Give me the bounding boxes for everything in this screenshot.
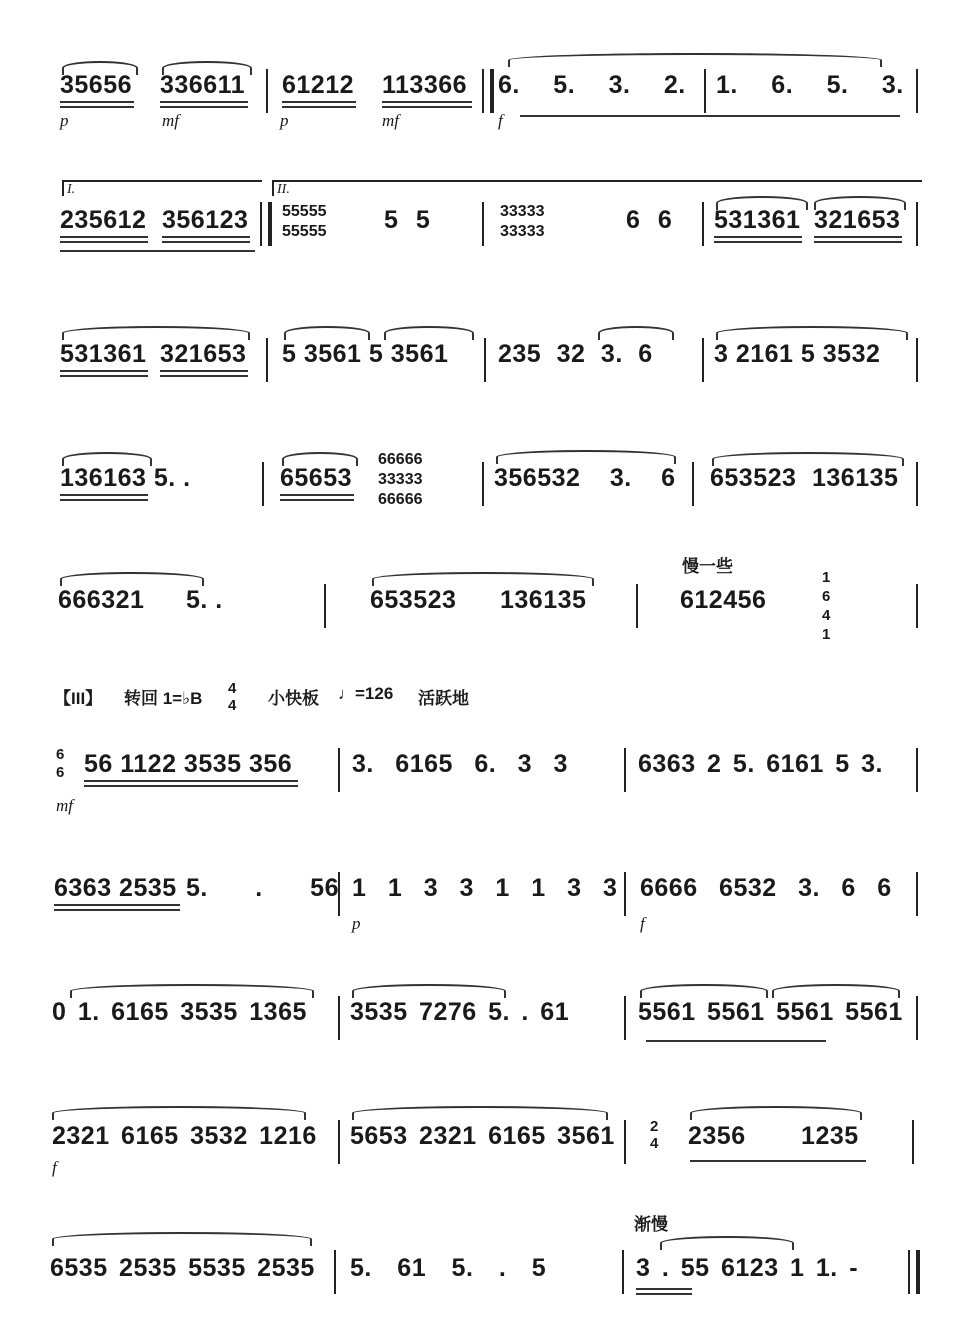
barline — [266, 338, 268, 382]
note-group: 5. . — [186, 586, 223, 614]
volta-1: I. — [62, 180, 262, 196]
system-9 — [0, 1098, 968, 1208]
note-group: 531361 — [714, 206, 801, 234]
note-group: 336611 — [160, 71, 246, 99]
beam — [54, 904, 180, 911]
key-modulation: 转回 1=♭B — [124, 689, 203, 708]
slur — [508, 53, 882, 67]
dynamic: p — [352, 914, 361, 933]
tempo-change: 慢一些 — [682, 557, 733, 576]
barline — [702, 202, 704, 246]
barline — [916, 338, 918, 382]
note-group: 235 32 3. 6 — [498, 340, 653, 368]
barline — [324, 584, 326, 628]
beam — [60, 236, 148, 243]
barline — [624, 748, 626, 792]
dynamic: f — [498, 111, 503, 130]
note-group: 5 5 — [384, 206, 431, 234]
barline — [482, 462, 484, 506]
note-group: 653523 — [710, 464, 797, 492]
note-group: 5. . 56 — [186, 874, 339, 902]
note-group: 5653 2321 6165 3561 — [350, 1122, 615, 1150]
barline — [912, 1120, 914, 1164]
dynamic: f — [640, 914, 645, 933]
note-group: 136135 — [812, 464, 899, 492]
beam — [60, 494, 148, 501]
time-signature: 2 4 — [650, 1118, 659, 1152]
slur — [52, 1232, 312, 1246]
note-group: 3 2161 5 3532 — [714, 340, 881, 368]
slur — [62, 326, 250, 340]
note-group: 3535 7276 5. . 61 — [350, 998, 570, 1026]
note-group: 6363 2 5. 6161 5 3. — [638, 750, 883, 778]
slur — [352, 1106, 608, 1120]
arpeggio-chord: 1 6 4 1 — [822, 569, 831, 643]
beam — [60, 370, 148, 377]
beam — [814, 236, 902, 243]
tempo-name: 小快板 — [268, 689, 319, 708]
expression: 活跃地 — [418, 689, 469, 708]
tempo-change: 渐慢 — [634, 1215, 668, 1234]
decrescendo-line — [60, 250, 255, 252]
slur — [52, 1106, 306, 1120]
barline — [702, 338, 704, 382]
system-6 — [0, 730, 968, 840]
barline — [624, 872, 626, 916]
section-heading — [0, 680, 968, 714]
system-10 — [0, 1210, 968, 1320]
beam — [162, 236, 250, 243]
barline — [916, 996, 918, 1040]
repeat-start — [482, 69, 494, 113]
beam — [160, 370, 248, 377]
note-group: 2321 6165 3532 1216 — [52, 1122, 317, 1150]
note-stack: 55555 55555 — [282, 203, 327, 240]
beam — [282, 101, 356, 108]
barline — [624, 996, 626, 1040]
beam — [84, 780, 298, 787]
note-group: 666321 — [58, 586, 145, 614]
time-signature: 4 4 — [228, 680, 237, 714]
dynamic: p — [280, 111, 289, 130]
note-group: 356532 3. 6 — [494, 464, 676, 492]
note-stack: 66666 33333 66666 — [378, 451, 423, 508]
slur — [372, 572, 594, 586]
barline — [916, 748, 918, 792]
note-group: 321653 — [814, 206, 901, 234]
system-1 — [0, 55, 968, 165]
barline — [338, 996, 340, 1040]
barline — [482, 202, 484, 246]
beam — [160, 101, 248, 108]
note-group: 6535 2535 5535 2535 — [50, 1254, 315, 1282]
note-group: 6363 2535 — [54, 874, 177, 902]
tempo-mark: ♩=126 — [338, 684, 394, 703]
note-group: 3. 6165 6. 3 3 — [352, 750, 568, 778]
note-group: 6666 6532 3. 6 6 — [640, 874, 892, 902]
note-group: 65653 — [280, 464, 353, 492]
note-group: 113366 — [382, 71, 468, 99]
note-group: 531361 — [60, 340, 147, 368]
section-label: 【III】 — [54, 689, 103, 708]
crescendo-line — [646, 1040, 826, 1042]
note-group: 136163 5. . — [60, 464, 191, 492]
slur — [598, 326, 674, 340]
note-group: 0 1. 6165 3535 1365 — [52, 998, 307, 1026]
slur — [384, 326, 474, 340]
barline — [916, 462, 918, 506]
barline — [334, 1250, 336, 1294]
barline — [484, 338, 486, 382]
slur — [70, 984, 314, 998]
system-8 — [0, 974, 968, 1084]
note-group: 653523 — [370, 586, 457, 614]
crescendo-line — [520, 115, 900, 117]
volta-2: II. — [272, 180, 922, 196]
barline — [704, 69, 706, 113]
note-group: 61212 — [282, 71, 355, 99]
note-group: 6. 5. 3. 2. — [498, 71, 686, 99]
barline — [916, 69, 918, 113]
barline — [916, 202, 918, 246]
repeat-end — [260, 202, 272, 246]
note-group: 6 6 — [626, 206, 673, 234]
barline — [916, 584, 918, 628]
slur — [716, 326, 908, 340]
barline — [916, 872, 918, 916]
barline — [338, 1120, 340, 1164]
slur — [60, 572, 204, 586]
final-barline — [908, 1250, 920, 1294]
note-group: 356123 — [162, 206, 249, 234]
system-5 — [0, 548, 968, 658]
note-group: 1. 6. 5. 3. — [716, 71, 904, 99]
slur — [496, 450, 676, 464]
grace-chord: 6 6 — [56, 746, 65, 781]
note-group: 1 1 3 3 1 1 3 3 — [352, 874, 618, 902]
slur — [352, 984, 506, 998]
note-group: 5561 5561 5561 5561 — [638, 998, 903, 1026]
slur — [772, 984, 900, 998]
barline — [262, 462, 264, 506]
note-stack: 33333 33333 — [500, 203, 545, 240]
note-group: 136135 — [500, 586, 587, 614]
beam — [382, 101, 472, 108]
note-group: 5 3561 5 3561 — [282, 340, 449, 368]
dynamic: f — [52, 1158, 57, 1177]
system-4 — [0, 440, 968, 550]
beam — [636, 1288, 692, 1295]
system-7 — [0, 852, 968, 962]
barline — [622, 1250, 624, 1294]
beam — [714, 236, 802, 243]
slur — [660, 1236, 794, 1250]
note-group: 612456 — [680, 586, 767, 614]
dynamic: mf — [382, 111, 399, 130]
barline — [266, 69, 268, 113]
barline — [692, 462, 694, 506]
slur — [640, 984, 768, 998]
dynamic: p — [60, 111, 69, 130]
crescendo-line — [690, 1160, 866, 1162]
note-group: 321653 — [160, 340, 247, 368]
dynamic: mf — [162, 111, 179, 130]
beam — [60, 101, 134, 108]
note-group: 3 . 55 6123 1 1. - — [636, 1254, 859, 1282]
system-2 — [0, 180, 968, 290]
barline — [338, 748, 340, 792]
dynamic: mf — [56, 796, 73, 815]
note-group: 56 1122 3535 356 — [84, 750, 293, 778]
note-group: 5. 61 5. . 5 — [350, 1254, 547, 1282]
note-group: 2356 1235 — [688, 1122, 859, 1150]
system-3 — [0, 312, 968, 422]
beam — [280, 494, 354, 501]
note-group: 235612 — [60, 206, 147, 234]
slur — [284, 326, 370, 340]
barline — [636, 584, 638, 628]
note-group: 35656 — [60, 71, 133, 99]
slur — [690, 1106, 862, 1120]
barline — [624, 1120, 626, 1164]
barline — [338, 872, 340, 916]
